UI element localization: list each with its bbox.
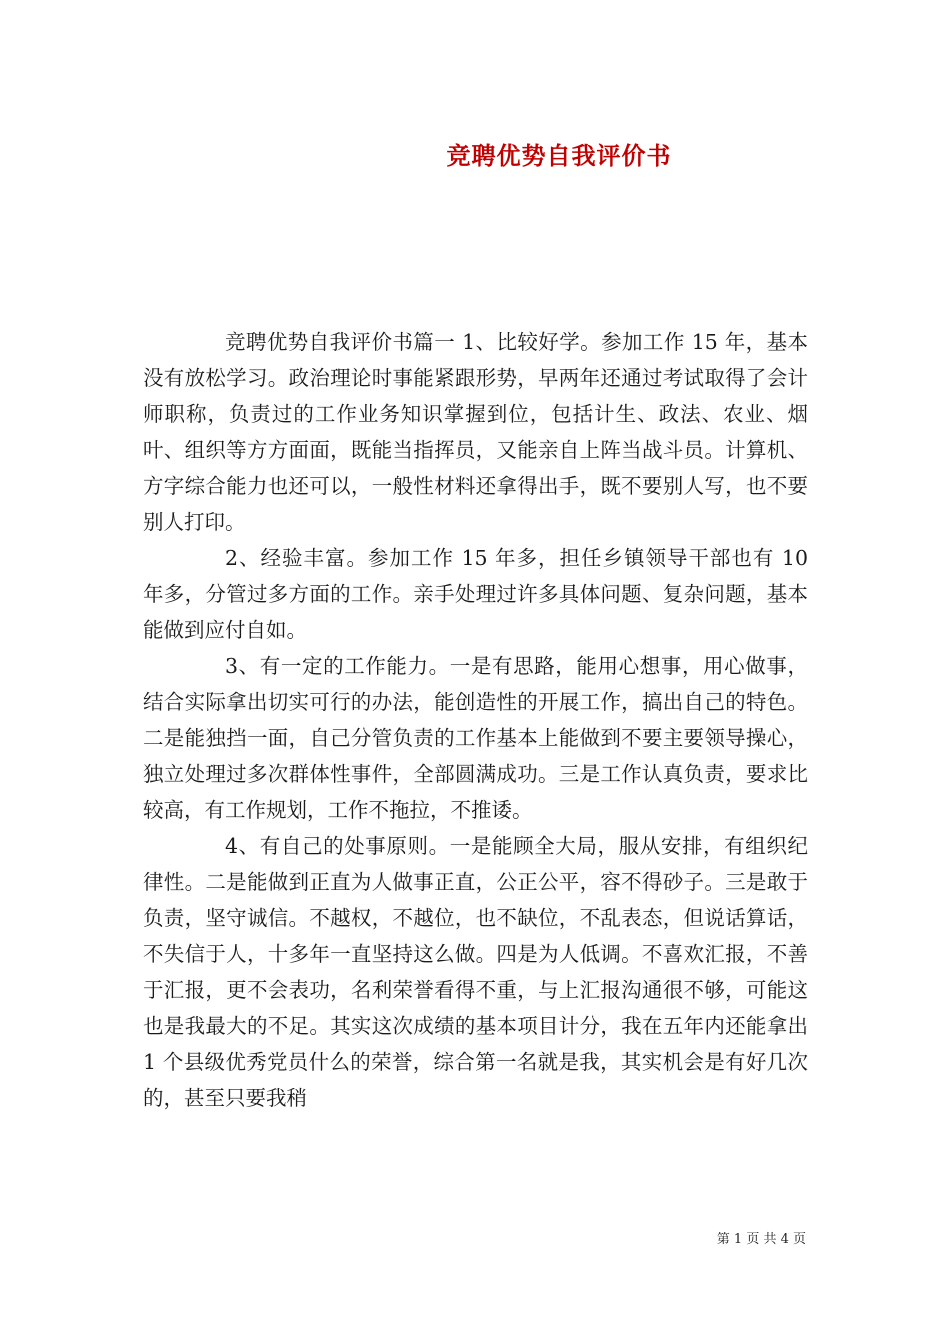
paragraph-3: 3、有一定的工作能力。一是有思路，能用心想事，用心做事，结合实际拿出切实可行的办法，能创造性的开展工作，搞出自己的特色。二是能独挡一面，自己分管负责的工作基本上能做到不要主要领导操心，独立处理过多次群体性事件，全部圆满成功。三是工作认真负责，要求比较高，有工作规划，工作不拖拉，不推诿。 [143,654,808,822]
paragraph-1: 竞聘优势自我评价书篇一 1、比较好学。参加工作 15 年，基本没有放松学习。政治理论时事能紧跟形势，早两年还通过考试取得了会计师职称，负责过的工作业务知识掌握到位，包括计生、政法、农业、烟叶、组织等方方面面，既能当指挥员，又能亲自上阵当战斗员。计算机、方字综合能力也还可以，一般性材料还拿得出手，既不要别人写，也不要别人打印。 [143,330,808,534]
document-title: 竞聘优势自我评价书 [446,141,672,170]
paragraph-2: 2、经验丰富。参加工作 15 年多，担任乡镇领导干部也有 10 年多，分管过多方面的工作。亲手处理过许多具体问题、复杂问题，基本能做到应付自如。 [143,546,808,642]
document-body [143,324,808,1116]
paragraph-4: 4、有自己的处事原则。一是能顾全大局，服从安排，有组织纪律性。二是能做到正直为人做事正直，公正公平，容不得砂子。三是敢于负责，坚守诚信。不越权，不越位，也不缺位，不乱表态，但说话算话，不失信于人，十多年一直坚持这么做。四是为人低调。不喜欢汇报，不善于汇报，更不会表功，名利荣誉看得不重，与上汇报沟通很不够，可能这也是我最大的不足。其实这次成绩的基本项目计分，我在五年内还能拿出 1 个县级优秀党员什么的荣誉，综合第一名就是我，其实机会是有好几次的，甚至只要我稍 [143,834,808,1110]
page-number-footer: 第 1 页 共 4 页 [716,1232,806,1247]
